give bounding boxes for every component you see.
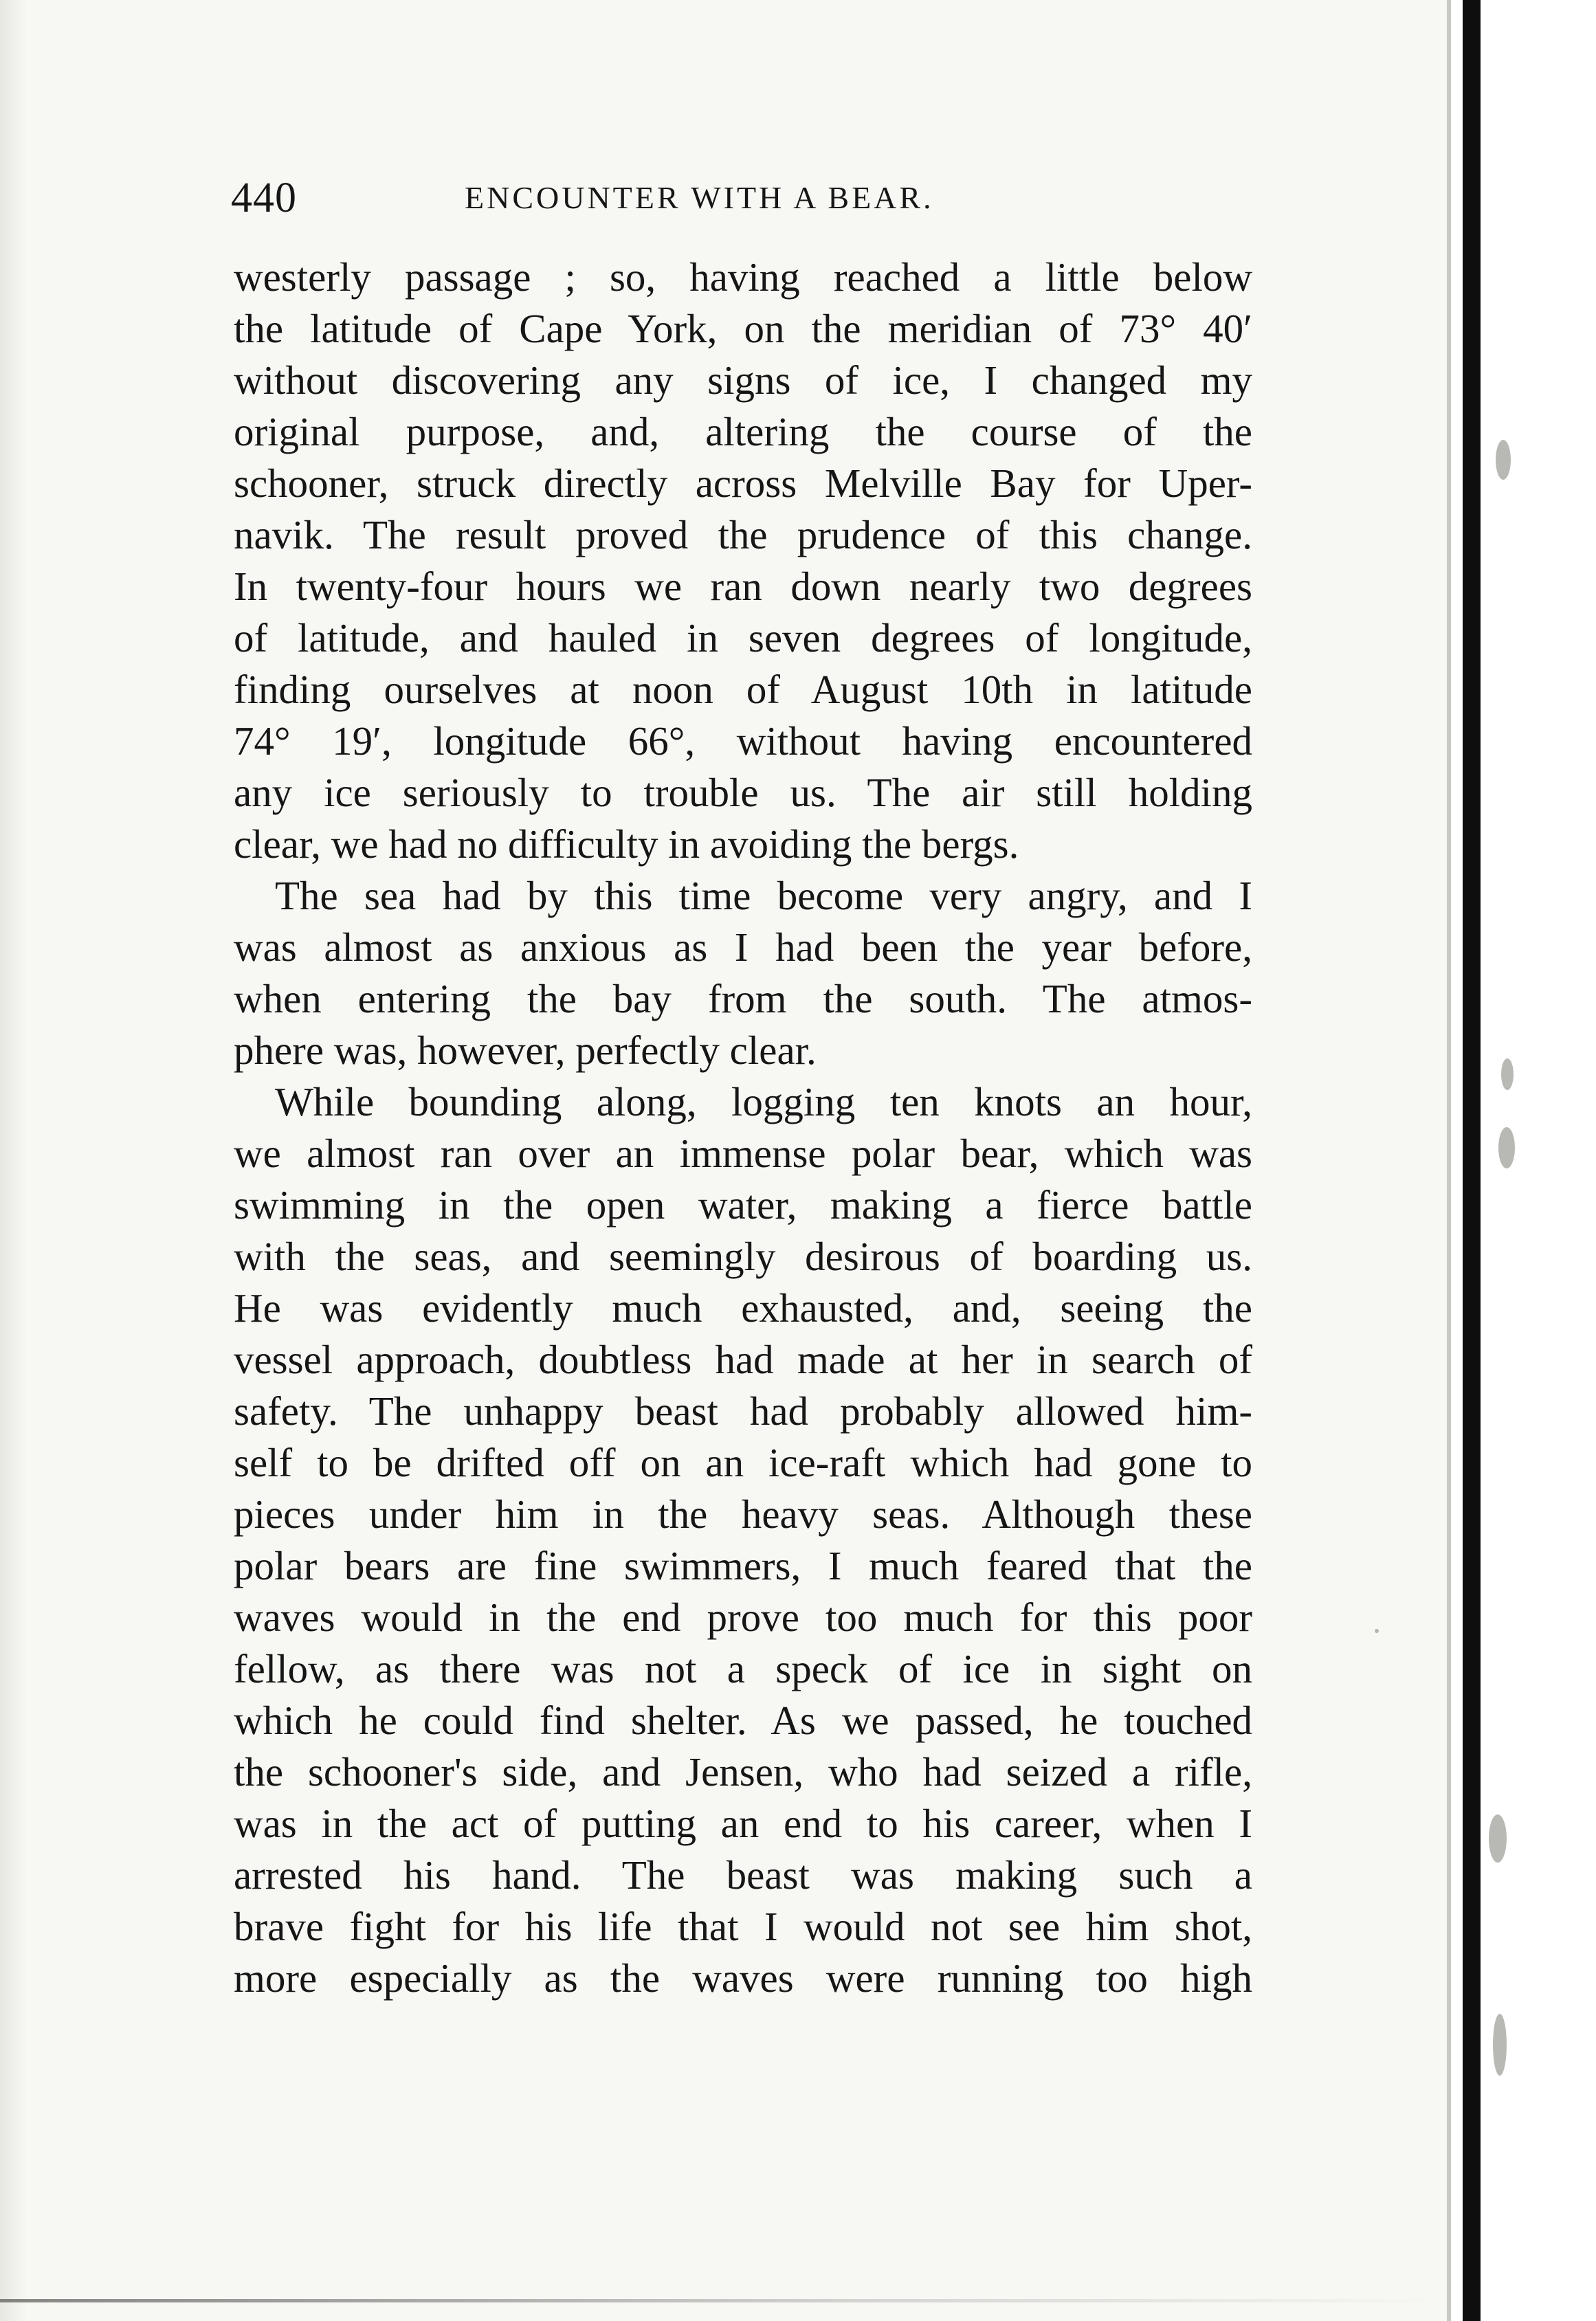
paper-speck [1375, 1629, 1379, 1633]
page-edge [1447, 0, 1451, 2321]
paragraph [234, 1076, 1252, 2004]
text-line: schooner, struck directly across Melville Bay for Uper- [234, 460, 1252, 506]
text-line: safety. The unhappy beast had probably allowed him- [234, 1388, 1252, 1434]
text-line: arrested his hand. The beast was making such a [234, 1852, 1252, 1898]
text-line: any ice seriously to trouble us. The air still holding [234, 770, 1252, 815]
text-line: brave fight for his life that I would not see him shot, [234, 1904, 1252, 1949]
text-line: which he could find shelter. As we passed, he touched [234, 1698, 1252, 1743]
text-line: In twenty-four hours we ran down nearly two degrees [234, 564, 1252, 609]
text-line: we almost ran over an immense polar bear, which was [234, 1131, 1252, 1176]
text-line: phere was, however, perfectly clear. [234, 1028, 817, 1073]
text-line: westerly passage ; so, having reached a little below [234, 254, 1252, 300]
text-line: navik. The result proved the prudence of this change. [234, 512, 1252, 557]
text-line: waves would in the end prove too much for this poor [234, 1595, 1252, 1640]
text-line: with the seas, and seemingly desirous of boarding us. [234, 1234, 1252, 1279]
body-text [234, 252, 1252, 2004]
text-line: clear, we had no difficulty in avoiding the bergs. [234, 821, 1019, 867]
text-line: more especially as the waves were running too high [234, 1955, 1252, 2001]
text-line: self to be drifted off on an ice-raft which had gone to [234, 1440, 1252, 1485]
text-line: The sea had by this time become very angry, and I [275, 873, 1252, 918]
text-line: He was evidently much exhausted, and, seeing the [234, 1285, 1252, 1331]
page-number: 440 [231, 175, 297, 221]
text-line: 74° 19′, longitude 66°, without having encountered [234, 718, 1252, 764]
page-shadow [0, 0, 27, 2321]
paper-speck [1489, 1814, 1507, 1863]
running-head: ENCOUNTER WITH A BEAR. [465, 180, 934, 215]
text-line: of latitude, and hauled in seven degrees of longitude, [234, 615, 1252, 660]
paragraph [234, 252, 1252, 870]
text-line: vessel approach, doubtless had made at her in search of [234, 1337, 1252, 1382]
text-line: polar bears are fine swimmers, I much feared that the [234, 1543, 1252, 1588]
paragraph [234, 870, 1252, 1076]
text-line: finding ourselves at noon of August 10th in latitude [234, 667, 1252, 712]
paper-speck [1498, 1127, 1515, 1168]
text-line: pieces under him in the heavy seas. Although these [234, 1491, 1252, 1537]
text-line: without discovering any signs of ice, I changed my [234, 357, 1252, 403]
text-line: the schooner's side, and Jensen, who had seized a rifle, [234, 1749, 1252, 1795]
text-line: While bounding along, logging ten knots an hour, [275, 1079, 1252, 1124]
text-line: the latitude of Cape York, on the meridian of 73° 40′ [234, 306, 1252, 351]
paper-speck [1493, 2014, 1507, 2076]
text-line: was almost as anxious as I had been the year before, [234, 924, 1252, 970]
text-line: when entering the bay from the south. The atmos- [234, 976, 1252, 1021]
book-spine-shadow [1463, 0, 1481, 2321]
page-header [231, 170, 1248, 225]
text-line: was in the act of putting an end to his career, when I [234, 1801, 1252, 1846]
text-line: original purpose, and, altering the course of the [234, 409, 1252, 454]
paper-speck [1501, 1058, 1514, 1090]
text-line: fellow, as there was not a speck of ice in sight on [234, 1646, 1252, 1691]
page-bottom-edge [0, 2299, 1447, 2302]
paper-speck [1496, 440, 1511, 480]
text-line: swimming in the open water, making a fierce battle [234, 1182, 1252, 1228]
